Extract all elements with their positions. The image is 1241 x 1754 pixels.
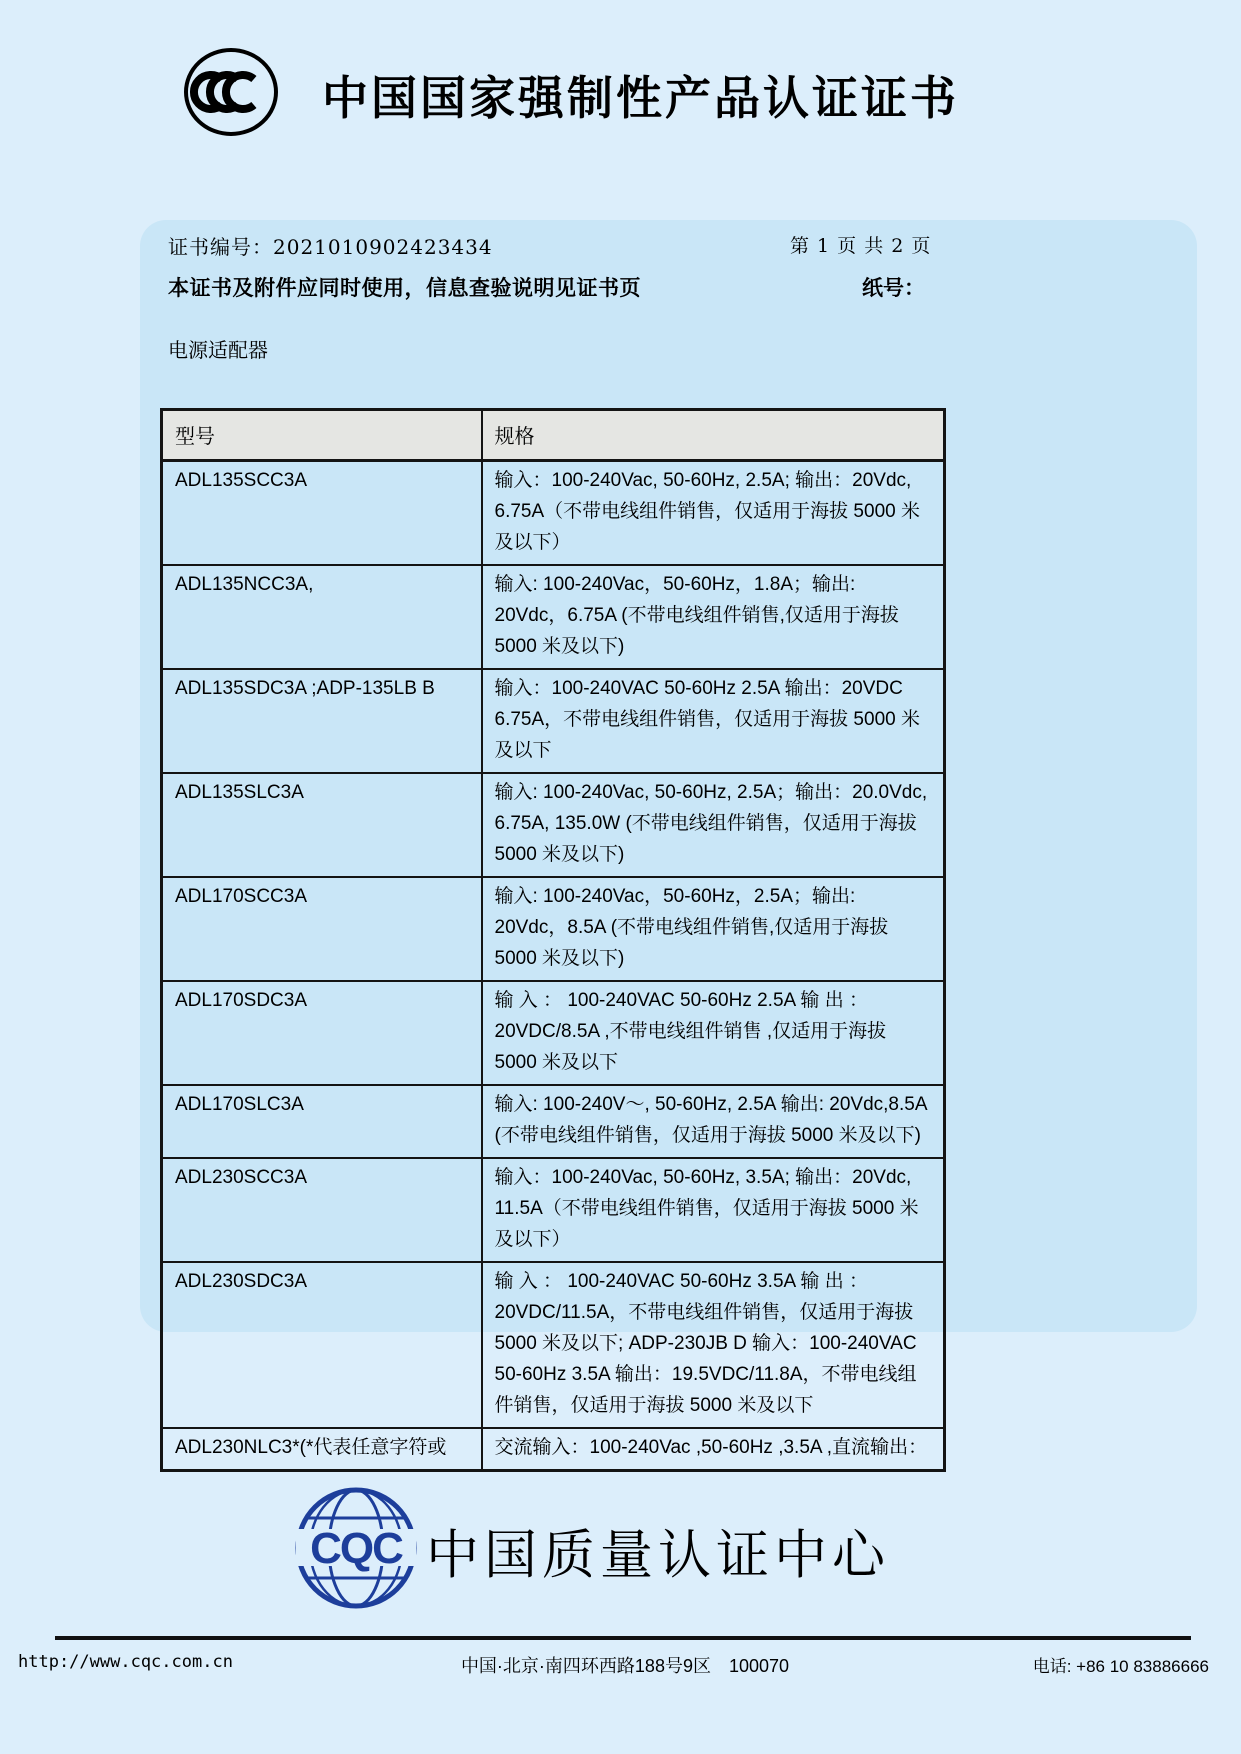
- table-row: [162, 1085, 945, 1158]
- model-cell: ADL170SDC3A: [162, 981, 482, 1085]
- table-row: [162, 1262, 945, 1428]
- org-name: 中国质量认证中心: [426, 1525, 890, 1585]
- spec-cell: 输入：100-240VAC 50-60Hz 2.5A 输出：20VDC 6.75A，不带电线组件销售，仅适用于海拔 5000 米及以下: [482, 669, 945, 773]
- spec-table: [160, 408, 946, 1472]
- header-row: [162, 410, 945, 461]
- spec-cell: 输入: 100-240Vac，50-60Hz，2.5A；输出: 20Vdc，8.5A (不带电线组件销售,仅适用于海拔 5000 米及以下): [482, 877, 945, 981]
- spec-cell: 输入：100-240Vac, 50-60Hz, 2.5A; 输出：20Vdc, 6.75A（不带电线组件销售，仅适用于海拔 5000 米及以下）: [482, 461, 945, 566]
- model-cell: ADL135SDC3A ;ADP-135LB B: [162, 669, 482, 773]
- model-cell: ADL170SCC3A: [162, 877, 482, 981]
- footer-phone: 电话: +86 10 83886666: [1032, 1657, 1209, 1676]
- model-cell: ADL230SCC3A: [162, 1158, 482, 1262]
- spec-cell: 交流输入：100-240Vac ,50-60Hz ,3.5A ,直流输出：: [482, 1428, 945, 1471]
- certificate-number: 证书编号：2021010902423434: [168, 235, 493, 259]
- spec-column-header: 规格: [482, 410, 945, 461]
- spec-table-header: [162, 410, 945, 461]
- cqc-globe-icon: [292, 1484, 420, 1617]
- model-cell: ADL230SDC3A: [162, 1262, 482, 1428]
- table-row: [162, 1158, 945, 1262]
- product-category-label: 电源适配器: [168, 340, 268, 362]
- model-cell: ADL170SLC3A: [162, 1085, 482, 1158]
- footer-divider: [55, 1636, 1191, 1640]
- table-row: [162, 669, 945, 773]
- table-row: [162, 461, 945, 566]
- spec-cell: 输 入 ： 100-240VAC 50-60Hz 3.5A 输 出 ： 20VDC/11.5A，不带电线组件销售，仅适用于海拔 5000 米及以下; ADP-230JB D 输入：100-240VAC 50-60Hz 3.5A 输出：19.5VDC/11.8A，不带电线组件销售，仅适用于海拔 5000 米及以下: [482, 1262, 945, 1428]
- model-cell: ADL230NLC3*(*代表任意字符或: [162, 1428, 482, 1471]
- page-title: 中国国家强制性产品认证证书: [322, 72, 959, 124]
- model-column-header: 型号: [162, 410, 482, 461]
- spec-cell: 输入: 100-240Vac，50-60Hz，1.8A；输出: 20Vdc，6.75A (不带电线组件销售,仅适用于海拔 5000 米及以下): [482, 565, 945, 669]
- model-cell: ADL135SLC3A: [162, 773, 482, 877]
- table-row: [162, 877, 945, 981]
- table-row: [162, 773, 945, 877]
- table-row: [162, 565, 945, 669]
- spec-cell: 输 入 ： 100-240VAC 50-60Hz 2.5A 输 出 ： 20VDC/8.5A ,不带电线组件销售 ,仅适用于海拔 5000 米及以下: [482, 981, 945, 1085]
- ccc-mark-icon: [182, 46, 280, 143]
- spec-cell: 输入：100-240Vac, 50-60Hz, 3.5A; 输出：20Vdc, 11.5A（不带电线组件销售，仅适用于海拔 5000 米及以下）: [482, 1158, 945, 1262]
- table-row: [162, 981, 945, 1085]
- paper-number-label: 纸号：: [862, 277, 925, 300]
- footer-url: http://www.cqc.com.cn: [18, 1652, 233, 1672]
- svg-text:CQC: CQC: [310, 1524, 402, 1573]
- spec-cell: 输入: 100-240V～, 50-60Hz, 2.5A 输出: 20Vdc,8.5A (不带电线组件销售，仅适用于海拔 5000 米及以下): [482, 1085, 945, 1158]
- footer-address: 中国·北京·南四环西路188号9区 100070: [460, 1656, 790, 1676]
- cqc-branding: [292, 1484, 890, 1617]
- table-row: [162, 1428, 945, 1471]
- spec-table-body: [162, 461, 945, 1471]
- spec-cell: 输入: 100-240Vac, 50-60Hz, 2.5A；输出：20.0Vdc, 6.75A, 135.0W (不带电线组件销售，仅适用于海拔 5000 米及以下): [482, 773, 945, 877]
- page-indicator: 第 1 页 共 2 页: [790, 235, 932, 257]
- usage-notice: 本证书及附件应同时使用，信息查验说明见证书页: [168, 277, 641, 300]
- model-cell: ADL135SCC3A: [162, 461, 482, 566]
- model-cell: ADL135NCC3A,: [162, 565, 482, 669]
